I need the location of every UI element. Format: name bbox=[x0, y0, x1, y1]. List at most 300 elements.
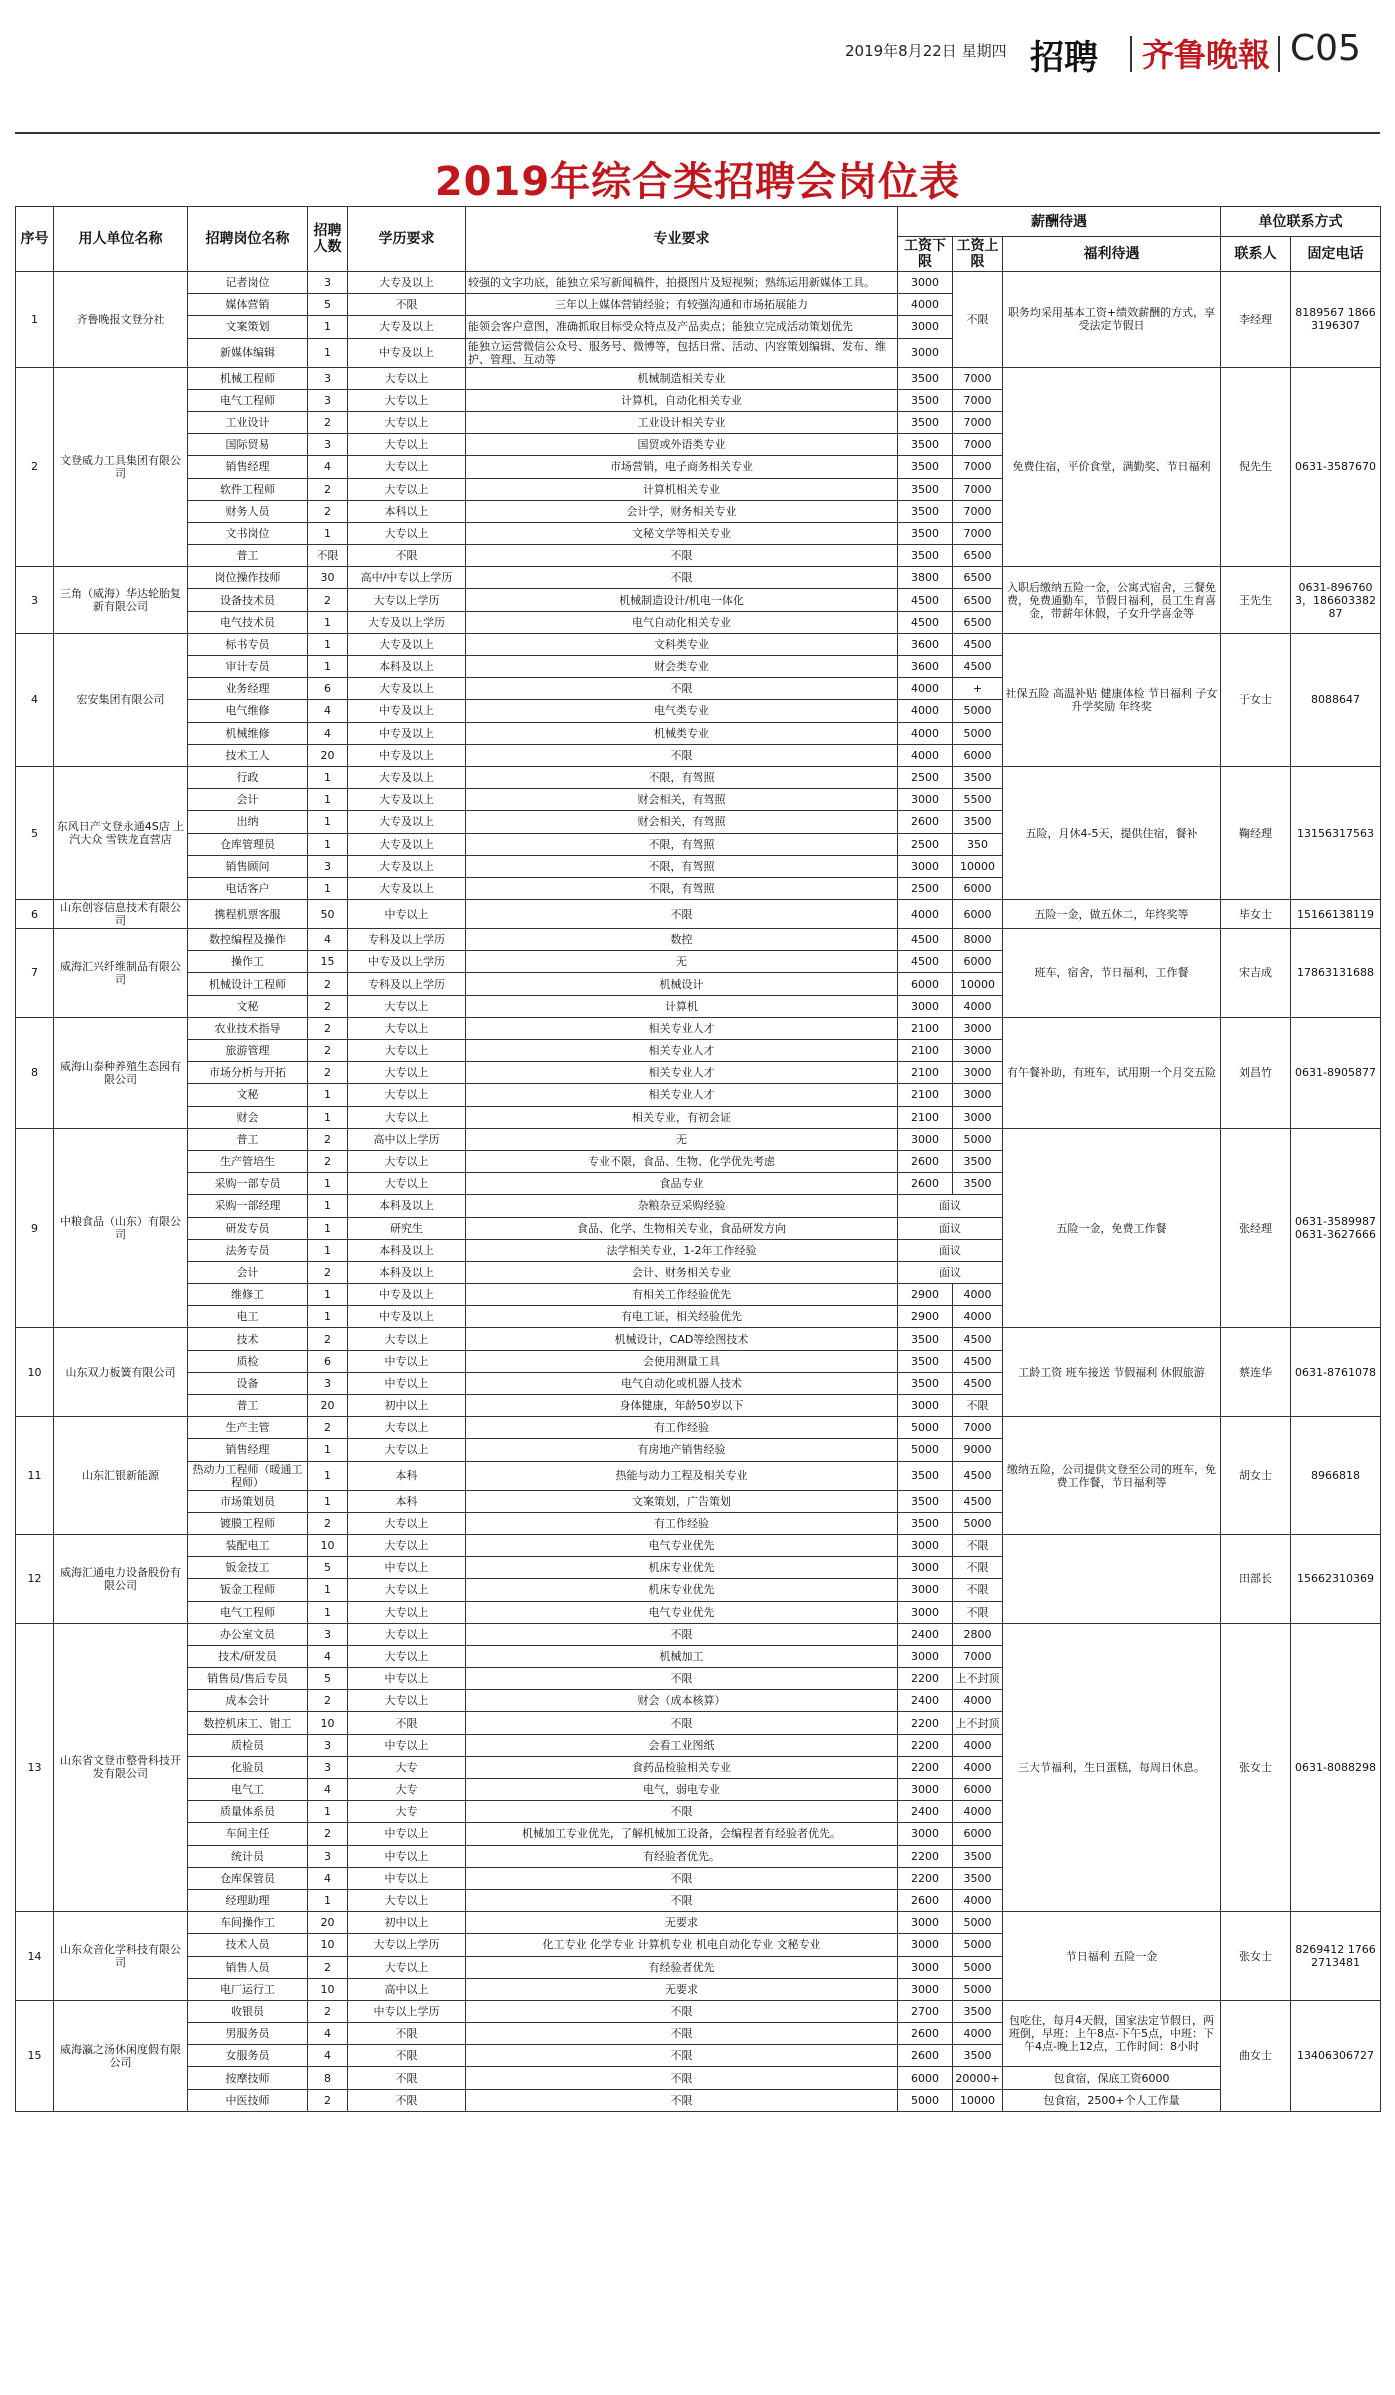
contact-person: 田部长 bbox=[1221, 1534, 1291, 1623]
major-requirement: 能领会客户意图，准确抓取目标受众特点及产品卖点；能独立完成活动策划优先 bbox=[466, 316, 898, 338]
major-requirement: 不限 bbox=[466, 1867, 898, 1889]
major-requirement: 有工作经验 bbox=[466, 1512, 898, 1534]
post-name: 销售人员 bbox=[188, 1956, 308, 1978]
headcount: 30 bbox=[308, 567, 348, 589]
salary-min: 2100 bbox=[898, 1106, 953, 1128]
salary-max: 10000 bbox=[953, 2089, 1003, 2111]
row-number: 11 bbox=[16, 1417, 54, 1535]
salary-max: 3500 bbox=[953, 2045, 1003, 2067]
major-requirement: 有经验者优先 bbox=[466, 1956, 898, 1978]
education: 不限 bbox=[348, 2067, 466, 2089]
post-name: 统计员 bbox=[188, 1845, 308, 1867]
salary-max: 6000 bbox=[953, 744, 1003, 766]
education: 大专以上 bbox=[348, 389, 466, 411]
salary-max: 3500 bbox=[953, 1173, 1003, 1195]
welfare: 工龄工资 班车接送 节假福利 休假旅游 bbox=[1003, 1328, 1221, 1417]
table-row bbox=[16, 1328, 1381, 1350]
post-name: 业务经理 bbox=[188, 678, 308, 700]
headcount: 2 bbox=[308, 2089, 348, 2111]
headcount: 1 bbox=[308, 1195, 348, 1217]
education: 大专 bbox=[348, 1756, 466, 1778]
table-row bbox=[16, 766, 1381, 788]
post-name: 女服务员 bbox=[188, 2045, 308, 2067]
salary-max: 4500 bbox=[953, 1328, 1003, 1350]
major-requirement: 不限 bbox=[466, 1623, 898, 1645]
contact-phone: 0631-8088298 bbox=[1291, 1623, 1381, 1911]
salary-min: 3500 bbox=[898, 1490, 953, 1512]
table-row bbox=[16, 633, 1381, 655]
row-number: 12 bbox=[16, 1534, 54, 1623]
col-major: 专业要求 bbox=[466, 207, 898, 272]
welfare: 班车，宿舍，节日福利，工作餐 bbox=[1003, 929, 1221, 1018]
contact-person: 毕女士 bbox=[1221, 900, 1291, 929]
salary-max: 4000 bbox=[953, 1756, 1003, 1778]
salary-max: 5000 bbox=[953, 722, 1003, 744]
welfare: 有午餐补助，有班车，试用期一个月交五险 bbox=[1003, 1017, 1221, 1128]
employer-name: 齐鲁晚报文登分社 bbox=[54, 272, 188, 368]
row-number: 9 bbox=[16, 1128, 54, 1328]
salary-min: 2600 bbox=[898, 1173, 953, 1195]
major-requirement: 不限 bbox=[466, 744, 898, 766]
post-name: 电气工 bbox=[188, 1779, 308, 1801]
salary-max: 3500 bbox=[953, 2000, 1003, 2022]
education: 大专以上 bbox=[348, 1150, 466, 1172]
education: 本科及以上 bbox=[348, 656, 466, 678]
salary-min: 3500 bbox=[898, 1372, 953, 1394]
education: 专科及以上学历 bbox=[348, 929, 466, 951]
salary-min: 3000 bbox=[898, 1956, 953, 1978]
post-name: 数控机床工、钳工 bbox=[188, 1712, 308, 1734]
salary-min: 4500 bbox=[898, 929, 953, 951]
headcount: 1 bbox=[308, 316, 348, 338]
salary-min: 3500 bbox=[898, 411, 953, 433]
major-requirement: 有工作经验 bbox=[466, 1417, 898, 1439]
education: 大专以上 bbox=[348, 1889, 466, 1911]
salary-max: 6500 bbox=[953, 567, 1003, 589]
salary-min: 3000 bbox=[898, 1534, 953, 1556]
salary-max: 3000 bbox=[953, 1017, 1003, 1039]
major-requirement: 能独立运营微信公众号、服务号、微博等，包括日常、活动、内容策划编辑、发布、维护、管理、互动等 bbox=[466, 338, 898, 367]
headcount: 2 bbox=[308, 1128, 348, 1150]
major-requirement: 有房地产销售经验 bbox=[466, 1439, 898, 1461]
employer-name: 文登威力工具集团有限公司 bbox=[54, 367, 188, 567]
headcount: 1 bbox=[308, 1439, 348, 1461]
major-requirement: 身体健康，年龄50岁以下 bbox=[466, 1395, 898, 1417]
salary-max: 3500 bbox=[953, 1845, 1003, 1867]
education: 中专以上 bbox=[348, 1734, 466, 1756]
salary-min: 3000 bbox=[898, 855, 953, 877]
post-name: 机械设计工程师 bbox=[188, 973, 308, 995]
salary-min: 4000 bbox=[898, 700, 953, 722]
education: 大专及以上 bbox=[348, 766, 466, 788]
major-requirement: 相关专业人才 bbox=[466, 1084, 898, 1106]
salary-negotiable: 面议 bbox=[898, 1261, 1003, 1283]
major-requirement: 计算机 bbox=[466, 995, 898, 1017]
post-name: 操作工 bbox=[188, 951, 308, 973]
education: 高中以上 bbox=[348, 1978, 466, 2000]
welfare: 三大节福利，生日蛋糕，每周日休息。 bbox=[1003, 1623, 1221, 1911]
contact-person: 张女士 bbox=[1221, 1912, 1291, 2001]
headcount: 1 bbox=[308, 1601, 348, 1623]
education: 本科及以上 bbox=[348, 1239, 466, 1261]
contact-person: 宋吉成 bbox=[1221, 929, 1291, 1018]
salary-max: 4000 bbox=[953, 1284, 1003, 1306]
post-name: 数控编程及操作 bbox=[188, 929, 308, 951]
headcount: 1 bbox=[308, 1239, 348, 1261]
major-requirement: 无 bbox=[466, 1128, 898, 1150]
salary-max: 不限 bbox=[953, 1557, 1003, 1579]
major-requirement: 不限 bbox=[466, 545, 898, 567]
headcount: 2 bbox=[308, 1062, 348, 1084]
headcount: 3 bbox=[308, 1756, 348, 1778]
education: 中专以上 bbox=[348, 900, 466, 929]
post-name: 行政 bbox=[188, 766, 308, 788]
major-requirement: 不限 bbox=[466, 678, 898, 700]
education: 大专及以上 bbox=[348, 272, 466, 294]
education: 大专及以上 bbox=[348, 633, 466, 655]
headcount: 4 bbox=[308, 1645, 348, 1667]
major-requirement: 不限 bbox=[466, 567, 898, 589]
salary-min: 3000 bbox=[898, 1934, 953, 1956]
salary-max: 2800 bbox=[953, 1623, 1003, 1645]
salary-min: 3000 bbox=[898, 1579, 953, 1601]
education: 中专以上 bbox=[348, 1372, 466, 1394]
salary-min: 3000 bbox=[898, 1912, 953, 1934]
headcount: 4 bbox=[308, 1867, 348, 1889]
salary-max: 5000 bbox=[953, 1912, 1003, 1934]
contact-phone: 13156317563 bbox=[1291, 766, 1381, 899]
salary-min: 2600 bbox=[898, 1150, 953, 1172]
post-name: 标书专员 bbox=[188, 633, 308, 655]
headcount: 3 bbox=[308, 1845, 348, 1867]
headcount: 8 bbox=[308, 2067, 348, 2089]
headcount: 1 bbox=[308, 338, 348, 367]
contact-person: 倪先生 bbox=[1221, 367, 1291, 567]
post-name: 电气维修 bbox=[188, 700, 308, 722]
headcount: 4 bbox=[308, 456, 348, 478]
post-name: 普工 bbox=[188, 1395, 308, 1417]
major-requirement: 财会相关，有驾照 bbox=[466, 789, 898, 811]
education: 大专以上 bbox=[348, 1534, 466, 1556]
major-requirement: 机械制造设计/机电一体化 bbox=[466, 589, 898, 611]
post-name: 收银员 bbox=[188, 2000, 308, 2022]
major-requirement: 食品专业 bbox=[466, 1173, 898, 1195]
contact-person: 蔡连华 bbox=[1221, 1328, 1291, 1417]
major-requirement: 机床专业优先 bbox=[466, 1579, 898, 1601]
post-name: 技术 bbox=[188, 1328, 308, 1350]
education: 大专及以上 bbox=[348, 789, 466, 811]
post-name: 销售经理 bbox=[188, 456, 308, 478]
education: 大专以上 bbox=[348, 1956, 466, 1978]
salary-max: 7000 bbox=[953, 500, 1003, 522]
post-name: 仓库管理员 bbox=[188, 833, 308, 855]
post-name: 软件工程师 bbox=[188, 478, 308, 500]
major-requirement: 机械加工专业优先，了解机械加工设备，会编程者有经验者优先。 bbox=[466, 1823, 898, 1845]
row-number: 6 bbox=[16, 900, 54, 929]
salary-max: 上不封顶 bbox=[953, 1668, 1003, 1690]
major-requirement: 财会（成本核算） bbox=[466, 1690, 898, 1712]
headcount: 20 bbox=[308, 1395, 348, 1417]
salary-max: 7000 bbox=[953, 367, 1003, 389]
salary-max: 不限 bbox=[953, 1395, 1003, 1417]
headcount: 3 bbox=[308, 434, 348, 456]
headcount: 50 bbox=[308, 900, 348, 929]
salary-max: 3500 bbox=[953, 766, 1003, 788]
education: 大专以上 bbox=[348, 1690, 466, 1712]
employer-name: 山东创容信息技术有限公司 bbox=[54, 900, 188, 929]
post-name: 农业技术指导 bbox=[188, 1017, 308, 1039]
headcount: 2 bbox=[308, 1150, 348, 1172]
major-requirement: 文案策划，广告策划 bbox=[466, 1490, 898, 1512]
salary-min: 3500 bbox=[898, 434, 953, 456]
education: 中专以上 bbox=[348, 1557, 466, 1579]
post-name: 电厂运行工 bbox=[188, 1978, 308, 2000]
salary-max: 5000 bbox=[953, 1512, 1003, 1534]
education: 大专以上 bbox=[348, 478, 466, 500]
major-requirement: 电气专业优先 bbox=[466, 1601, 898, 1623]
col-salary-group: 薪酬待遇 bbox=[898, 207, 1221, 237]
salary-max: 5000 bbox=[953, 700, 1003, 722]
major-requirement: 会计、财务相关专业 bbox=[466, 1261, 898, 1283]
page-title: 2019年综合类招聘会岗位表 bbox=[434, 159, 961, 205]
education: 初中以上 bbox=[348, 1912, 466, 1934]
col-post: 招聘岗位名称 bbox=[188, 207, 308, 272]
salary-max: 7000 bbox=[953, 456, 1003, 478]
table-row bbox=[16, 567, 1381, 589]
salary-min: 2100 bbox=[898, 1040, 953, 1062]
row-number: 2 bbox=[16, 367, 54, 567]
salary-max: 3500 bbox=[953, 811, 1003, 833]
education: 不限 bbox=[348, 2023, 466, 2045]
salary-min: 3800 bbox=[898, 567, 953, 589]
education: 本科以上 bbox=[348, 500, 466, 522]
salary-min: 3000 bbox=[898, 1823, 953, 1845]
contact-phone: 8269412 17662713481 bbox=[1291, 1912, 1381, 2001]
employer-name: 宏安集团有限公司 bbox=[54, 633, 188, 766]
salary-min: 2200 bbox=[898, 1867, 953, 1889]
page-number: C05 bbox=[1290, 28, 1361, 69]
salary-min: 2500 bbox=[898, 833, 953, 855]
education: 大专以上 bbox=[348, 1579, 466, 1601]
welfare: 五险一金，做五休二，年终奖等 bbox=[1003, 900, 1221, 929]
salary-max: 4000 bbox=[953, 1306, 1003, 1328]
post-name: 文秘 bbox=[188, 1084, 308, 1106]
headcount: 2 bbox=[308, 1956, 348, 1978]
post-name: 办公室文员 bbox=[188, 1623, 308, 1645]
post-name: 记者岗位 bbox=[188, 272, 308, 294]
post-name: 销售顾问 bbox=[188, 855, 308, 877]
education: 大专及以上 bbox=[348, 833, 466, 855]
salary-min: 3600 bbox=[898, 633, 953, 655]
education: 大专以上 bbox=[348, 1623, 466, 1645]
post-name: 技术人员 bbox=[188, 1934, 308, 1956]
headcount: 20 bbox=[308, 744, 348, 766]
salary-max: 3000 bbox=[953, 1084, 1003, 1106]
major-requirement: 不限 bbox=[466, 900, 898, 929]
salary-min: 2500 bbox=[898, 877, 953, 899]
salary-max: 7000 bbox=[953, 1645, 1003, 1667]
salary-max: 6500 bbox=[953, 611, 1003, 633]
table-row bbox=[16, 2067, 1381, 2089]
headcount: 4 bbox=[308, 2023, 348, 2045]
education: 大专以上 bbox=[348, 456, 466, 478]
post-name: 电气工程师 bbox=[188, 1601, 308, 1623]
education: 中专及以上学历 bbox=[348, 951, 466, 973]
salary-min: 2400 bbox=[898, 1623, 953, 1645]
contact-person: 刘昌竹 bbox=[1221, 1017, 1291, 1128]
major-requirement: 机械制造相关专业 bbox=[466, 367, 898, 389]
education: 中专以上 bbox=[348, 1668, 466, 1690]
salary-min: 3000 bbox=[898, 1128, 953, 1150]
table-row bbox=[16, 900, 1381, 929]
post-name: 文书岗位 bbox=[188, 522, 308, 544]
major-requirement: 财会相关，有驾照 bbox=[466, 811, 898, 833]
education: 大专以上 bbox=[348, 1439, 466, 1461]
major-requirement: 相关专业人才 bbox=[466, 1040, 898, 1062]
salary-min: 2600 bbox=[898, 2045, 953, 2067]
post-name: 采购一部经理 bbox=[188, 1195, 308, 1217]
major-requirement: 三年以上媒体营销经验；有较强沟通和市场拓展能力 bbox=[466, 294, 898, 316]
contact-person: 鞠经理 bbox=[1221, 766, 1291, 899]
salary-min: 4000 bbox=[898, 678, 953, 700]
post-name: 市场分析与开拓 bbox=[188, 1062, 308, 1084]
contact-phone: 0631-8905877 bbox=[1291, 1017, 1381, 1128]
contact-phone: 0631-3587670 bbox=[1291, 367, 1381, 567]
table-row bbox=[16, 1017, 1381, 1039]
welfare: 免费住宿，平价食堂，满勤奖、节日福利 bbox=[1003, 367, 1221, 567]
contact-phone: 13406306727 bbox=[1291, 2000, 1381, 2111]
salary-min: 3600 bbox=[898, 656, 953, 678]
education: 研究生 bbox=[348, 1217, 466, 1239]
headcount: 4 bbox=[308, 1779, 348, 1801]
major-requirement: 较强的文字功底，能独立采写新闻稿件，拍摄图片及短视频；熟练运用新媒体工具。 bbox=[466, 272, 898, 294]
major-requirement: 机械设计 bbox=[466, 973, 898, 995]
post-name: 机械工程师 bbox=[188, 367, 308, 389]
post-name: 会计 bbox=[188, 789, 308, 811]
education: 大专以上 bbox=[348, 1601, 466, 1623]
headcount: 6 bbox=[308, 1350, 348, 1372]
major-requirement: 不限 bbox=[466, 1712, 898, 1734]
major-requirement: 机床专业优先 bbox=[466, 1557, 898, 1579]
major-requirement: 国贸或外语类专业 bbox=[466, 434, 898, 456]
education: 大专及以上 bbox=[348, 855, 466, 877]
headcount: 2 bbox=[308, 1512, 348, 1534]
salary-min: 5000 bbox=[898, 1439, 953, 1461]
contact-phone: 8189567 18663196307 bbox=[1291, 272, 1381, 368]
contact-phone: 0631-3589987 0631-3627666 bbox=[1291, 1128, 1381, 1328]
salary-min: 6000 bbox=[898, 973, 953, 995]
post-name: 钣金技工 bbox=[188, 1557, 308, 1579]
major-requirement: 机械加工 bbox=[466, 1645, 898, 1667]
post-name: 媒体营销 bbox=[188, 294, 308, 316]
table-row bbox=[16, 1623, 1381, 1645]
education: 中专及以上 bbox=[348, 700, 466, 722]
headcount: 10 bbox=[308, 1712, 348, 1734]
post-name: 销售员/售后专员 bbox=[188, 1668, 308, 1690]
education: 大专以上 bbox=[348, 1106, 466, 1128]
major-requirement: 工业设计相关专业 bbox=[466, 411, 898, 433]
post-name: 质检员 bbox=[188, 1734, 308, 1756]
salary-max: 5500 bbox=[953, 789, 1003, 811]
salary-min: 2600 bbox=[898, 811, 953, 833]
salary-min: 3500 bbox=[898, 1350, 953, 1372]
salary-min: 2100 bbox=[898, 1062, 953, 1084]
major-requirement: 电气自动化或机器人技术 bbox=[466, 1372, 898, 1394]
headcount: 1 bbox=[308, 1801, 348, 1823]
salary-min: 3500 bbox=[898, 1461, 953, 1490]
major-requirement: 杂粮杂豆采购经验 bbox=[466, 1195, 898, 1217]
salary-max: 4500 bbox=[953, 1350, 1003, 1372]
education: 中专及以上 bbox=[348, 722, 466, 744]
headcount: 1 bbox=[308, 1217, 348, 1239]
headcount: 3 bbox=[308, 367, 348, 389]
employer-name: 威海汇兴纤维制品有限公司 bbox=[54, 929, 188, 1018]
major-requirement: 有经验者优先。 bbox=[466, 1845, 898, 1867]
row-number: 15 bbox=[16, 2000, 54, 2111]
salary-max: 4500 bbox=[953, 633, 1003, 655]
jobs-body bbox=[16, 272, 1381, 2112]
salary-negotiable: 面议 bbox=[898, 1195, 1003, 1217]
welfare: 缴纳五险，公司提供文登至公司的班车，免费工作餐，节日福利等 bbox=[1003, 1417, 1221, 1535]
post-name: 研发专员 bbox=[188, 1217, 308, 1239]
headcount: 10 bbox=[308, 1534, 348, 1556]
table-row bbox=[16, 2000, 1381, 2022]
major-requirement: 食品、化学、生物相关专业，食品研发方向 bbox=[466, 1217, 898, 1239]
salary-max: 7000 bbox=[953, 478, 1003, 500]
post-name: 采购一部专员 bbox=[188, 1173, 308, 1195]
headcount: 4 bbox=[308, 929, 348, 951]
headcount: 2 bbox=[308, 411, 348, 433]
education: 大专以上 bbox=[348, 367, 466, 389]
salary-max: 10000 bbox=[953, 855, 1003, 877]
salary-min: 3500 bbox=[898, 1512, 953, 1534]
salary-min: 3500 bbox=[898, 456, 953, 478]
salary-min: 2500 bbox=[898, 766, 953, 788]
post-name: 钣金工程师 bbox=[188, 1579, 308, 1601]
headcount: 1 bbox=[308, 877, 348, 899]
salary-min: 3000 bbox=[898, 1645, 953, 1667]
salary-min: 3000 bbox=[898, 1395, 953, 1417]
salary-max: 不限 bbox=[953, 1534, 1003, 1556]
salary-max: 6000 bbox=[953, 877, 1003, 899]
salary-max: 5000 bbox=[953, 1956, 1003, 1978]
salary-min: 4500 bbox=[898, 951, 953, 973]
education: 大专及以上学历 bbox=[348, 611, 466, 633]
salary-negotiable: 面议 bbox=[898, 1217, 1003, 1239]
salary-min: 2200 bbox=[898, 1845, 953, 1867]
major-requirement: 不限 bbox=[466, 2045, 898, 2067]
salary-max: 4000 bbox=[953, 1734, 1003, 1756]
salary-min: 3500 bbox=[898, 500, 953, 522]
education: 大专及以上 bbox=[348, 877, 466, 899]
major-requirement: 文科类专业 bbox=[466, 633, 898, 655]
post-name: 成本会计 bbox=[188, 1690, 308, 1712]
major-requirement: 电气专业优先 bbox=[466, 1534, 898, 1556]
employer-name: 东风日产文登永通4S店 上汽大众 雪铁龙直营店 bbox=[54, 766, 188, 899]
table-row bbox=[16, 1128, 1381, 1150]
major-requirement: 无要求 bbox=[466, 1912, 898, 1934]
major-requirement: 电气，弱电专业 bbox=[466, 1779, 898, 1801]
headcount: 3 bbox=[308, 855, 348, 877]
post-name: 车间主任 bbox=[188, 1823, 308, 1845]
post-name: 生产管培生 bbox=[188, 1150, 308, 1172]
education: 大专以上 bbox=[348, 1645, 466, 1667]
headcount: 2 bbox=[308, 1328, 348, 1350]
col-contact-group: 单位联系方式 bbox=[1221, 207, 1381, 237]
education: 本科 bbox=[348, 1490, 466, 1512]
headcount: 1 bbox=[308, 811, 348, 833]
major-requirement: 不限，有驾照 bbox=[466, 833, 898, 855]
